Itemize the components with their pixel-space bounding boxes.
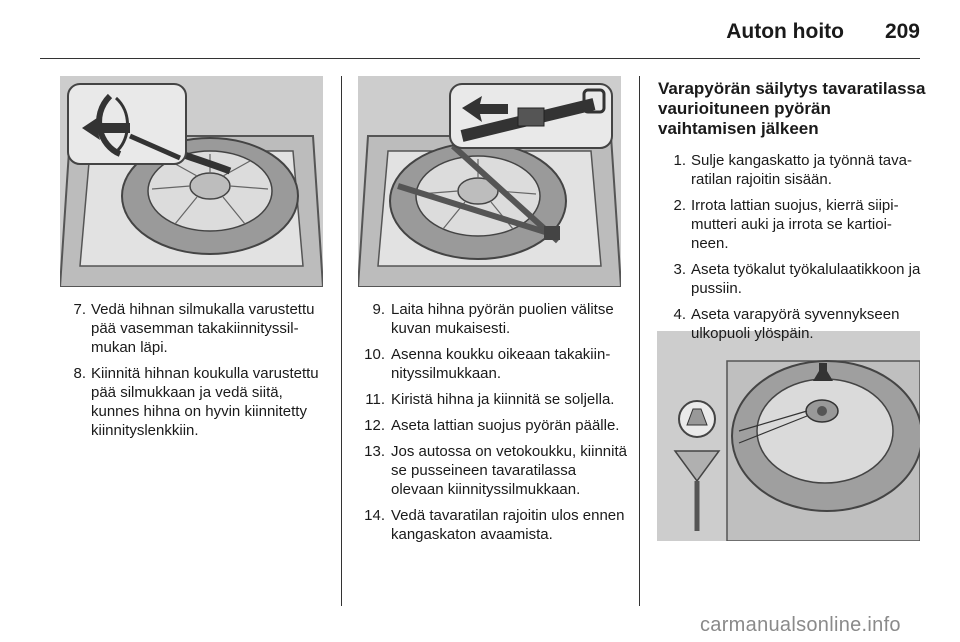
column-divider-right (639, 76, 640, 606)
list-item: 1. Sulje kangaskatto ja työnnä tavaratilan rajoitin sisään. (673, 152, 912, 188)
list-item: 4. Aseta varapyörä syvennykseen ulkopuoli ylöspäin. (673, 306, 900, 342)
spare-wheel-strap-left-illustration (60, 76, 323, 287)
list-item: 2. Irrota lattian suojus, kierrä siipimutteri auki ja irrota se kartioineen. (673, 197, 899, 252)
watermark: carmanualsonline.info (700, 614, 901, 636)
list-item: 11. Kiristä hihna ja kiinnitä se soljella. (365, 391, 615, 408)
steps-list-left (62, 300, 330, 447)
header-rule (40, 58, 920, 59)
page-number: 209 (884, 20, 920, 43)
list-item: 3. Aseta työkalut työkalulaatikkoon ja pussiin. (673, 261, 921, 297)
section-title: Varapyörän säilytys tavaratilassa vaurioituneen pyörän vaihtamisen jälkeen (658, 79, 926, 138)
list-item: 7. Vedä hihnan silmukalla varustettu pää vasemman takakiinnityssilmukan läpi. (73, 301, 315, 356)
list-item: 13. Jos autossa on vetokoukku, kiinnitä se pusseineen tavaratilassa olevaan kiinnityssilmukkaan. (364, 443, 627, 498)
chapter-title: Auton hoito (726, 20, 844, 43)
list-item: 14. Vedä tavaratilan rajoitin ulos ennen kangaskaton avaamista. (364, 507, 625, 543)
page-header (0, 0, 960, 60)
list-item: 8. Kiinnitä hihnan koukulla varustettu pää silmukkaan ja vedä siitä, kunnes hihna on hyvin kiinnitetty kiinnityslenkkiin. (73, 365, 319, 439)
steps-list-right (662, 151, 924, 350)
list-item: 10. Asenna koukku oikeaan takakiinnityssilmukkaan. (364, 346, 611, 382)
spare-wheel-wing-nut-illustration (657, 331, 920, 541)
spare-wheel-strap-across-illustration (358, 76, 621, 287)
list-item: 12. Aseta lattian suojus pyörän päälle. (364, 417, 620, 434)
column-divider-left (341, 76, 342, 606)
steps-list-middle (354, 300, 629, 551)
list-item: 9. Laita hihna pyörän puolien välitse kuvan mukaisesti. (372, 301, 614, 337)
